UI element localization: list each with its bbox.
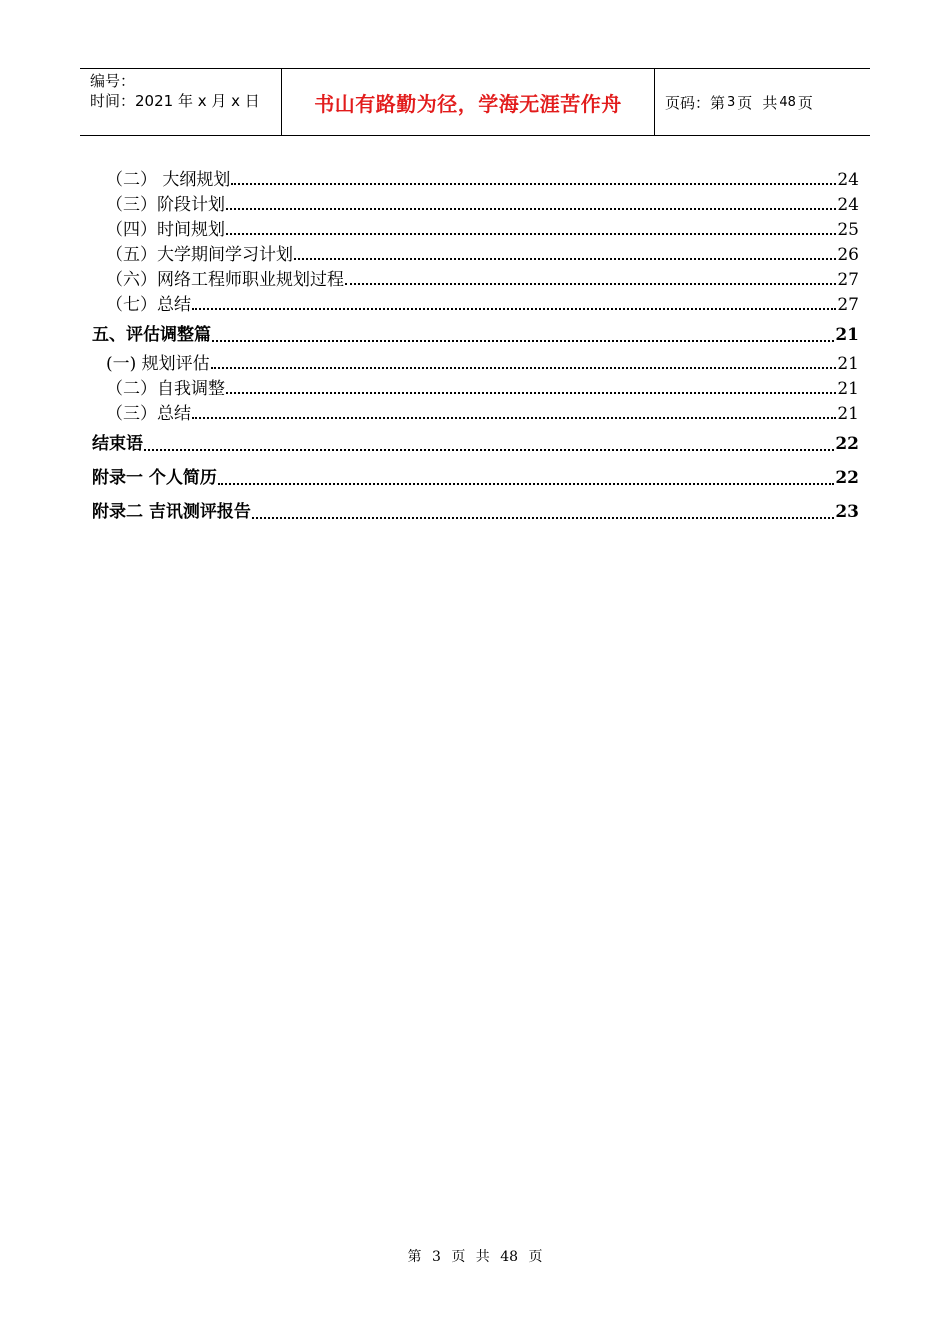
toc-entry[interactable] bbox=[92, 495, 859, 529]
toc-leader-dots bbox=[294, 243, 836, 268]
toc-entry-page: 21 bbox=[837, 379, 859, 399]
toc-entry-label: 附录二 吉讯测评报告 bbox=[92, 502, 251, 522]
toc-entry[interactable] bbox=[92, 352, 859, 377]
toc-leader-dots bbox=[231, 168, 836, 193]
footer-suffix: 页 bbox=[528, 1249, 543, 1265]
toc-entry-label: 五、评估调整篇 bbox=[92, 325, 211, 345]
table-of-contents bbox=[92, 168, 859, 529]
toc-entry-page: 27 bbox=[837, 270, 859, 290]
document-date: 时间：2021 年 x 月 x 日 bbox=[90, 92, 260, 110]
toc-leader-dots bbox=[218, 461, 834, 495]
toc-entry-page: 22 bbox=[835, 434, 859, 454]
page-footer bbox=[0, 1246, 950, 1266]
toc-entry-label: （三）总结 bbox=[106, 404, 191, 424]
toc-leader-dots bbox=[212, 318, 834, 352]
page-header bbox=[80, 68, 870, 136]
toc-entry-page: 22 bbox=[835, 468, 859, 488]
header-page-total: 48 bbox=[779, 94, 796, 110]
header-page-mid: 页 bbox=[737, 93, 753, 112]
toc-leader-dots bbox=[226, 377, 836, 402]
toc-entry-label: 结束语 bbox=[92, 434, 143, 454]
toc-leader-dots bbox=[226, 193, 836, 218]
toc-leader-dots bbox=[252, 495, 834, 529]
toc-entry[interactable] bbox=[92, 268, 859, 293]
header-total-prefix: 共 bbox=[762, 93, 778, 112]
toc-entry-page: 24 bbox=[837, 195, 859, 215]
toc-leader-dots bbox=[192, 402, 836, 427]
toc-leader-dots bbox=[345, 268, 836, 293]
toc-entry-label: （六）网络工程师职业规划过程 bbox=[106, 270, 344, 290]
header-motto: 书山有路勤为径，学海无涯苦作舟 bbox=[282, 69, 655, 135]
header-page-suffix: 页 bbox=[797, 93, 813, 112]
toc-entry-label: 附录一 个人简历 bbox=[92, 468, 217, 488]
toc-entry-page: 26 bbox=[837, 245, 859, 265]
toc-entry-page: 24 bbox=[837, 170, 859, 190]
toc-entry-page: 27 bbox=[837, 295, 859, 315]
toc-entry-label: （七）总结 bbox=[106, 295, 191, 315]
footer-total-prefix: 共 bbox=[475, 1249, 490, 1265]
toc-leader-dots bbox=[211, 352, 837, 377]
header-page-prefix: 页码：第 bbox=[665, 93, 726, 112]
toc-leader-dots bbox=[192, 293, 836, 318]
toc-entry[interactable] bbox=[92, 168, 859, 193]
toc-entry-label: （二）自我调整 bbox=[106, 379, 225, 399]
toc-entry-page: 21 bbox=[835, 325, 859, 345]
document-number-label: 编号： bbox=[90, 72, 136, 90]
toc-entry[interactable] bbox=[92, 427, 859, 461]
header-page-info bbox=[655, 69, 870, 135]
footer-mid: 页 bbox=[451, 1249, 466, 1265]
header-meta bbox=[80, 69, 282, 135]
toc-entry[interactable] bbox=[92, 218, 859, 243]
toc-entry-label: （五）大学期间学习计划 bbox=[106, 245, 293, 265]
footer-total-pages: 48 bbox=[500, 1249, 519, 1265]
toc-entry-label: (一) 规划评估 bbox=[106, 354, 210, 374]
toc-entry[interactable] bbox=[92, 193, 859, 218]
toc-entry[interactable] bbox=[92, 377, 859, 402]
toc-entry[interactable] bbox=[92, 318, 859, 352]
toc-leader-dots bbox=[144, 427, 834, 461]
toc-entry-page: 21 bbox=[837, 354, 859, 374]
toc-leader-dots bbox=[226, 218, 836, 243]
toc-entry-page: 21 bbox=[837, 404, 859, 424]
toc-entry[interactable] bbox=[92, 243, 859, 268]
toc-entry[interactable] bbox=[92, 461, 859, 495]
toc-entry-label: （三）阶段计划 bbox=[106, 195, 225, 215]
toc-entry-page: 23 bbox=[835, 502, 859, 522]
header-page-current: 3 bbox=[727, 94, 736, 110]
toc-entry-label: （四）时间规划 bbox=[106, 220, 225, 240]
footer-current-page: 3 bbox=[431, 1249, 441, 1265]
toc-entry-page: 25 bbox=[837, 220, 859, 240]
toc-entry-label: （二） 大纲规划 bbox=[106, 170, 231, 190]
toc-entry[interactable] bbox=[92, 402, 859, 427]
toc-entry[interactable] bbox=[92, 293, 859, 318]
footer-prefix: 第 bbox=[407, 1249, 422, 1265]
